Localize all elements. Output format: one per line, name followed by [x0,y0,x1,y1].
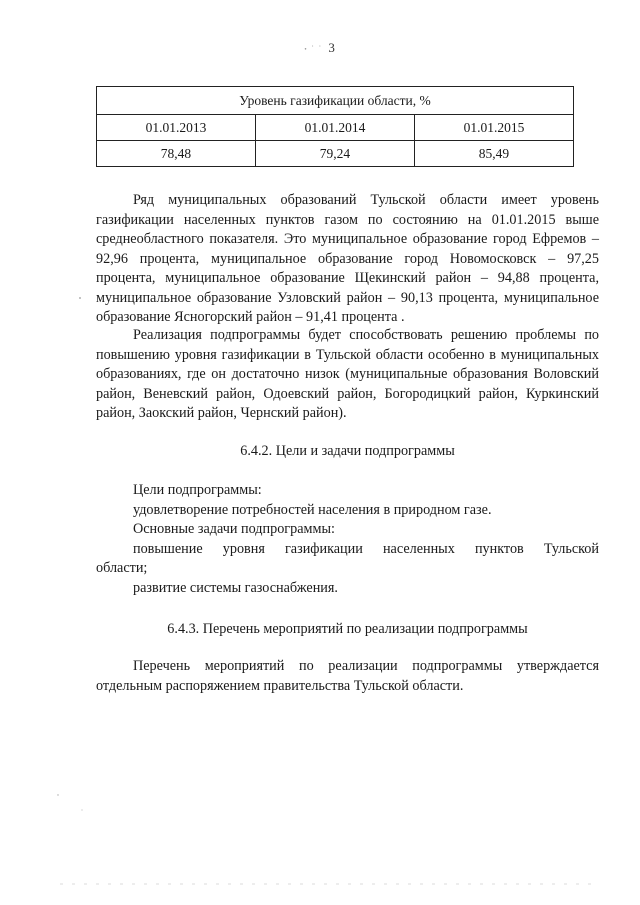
page-number: ꞏ ˙ ˙ 3 [304,40,336,55]
tasks-label: Основные задачи подпрограммы: [133,521,335,537]
task-item-1-continuation: области; [96,560,148,576]
section-heading-goals: 6.4.2. Цели и задачи подпрограммы [240,443,455,459]
paragraph-municipal-levels: Ряд муниципальных образований Тульской области имеет уровень газификации населенных пунктов газом по состоянию на 01.01.2015 выше среднеобластного показателя. Это муниципальное образование город Ефремов – 92,96 процента, муниципальное образование город Новомосковск – 97,25 процента, муниципальное образование Щекинский район – 94,88 процента, муниципальное образование Узловский район – 90,13 процента, муниципальное образование Ясногорский район – 91,41 процента . [96,192,599,325]
task-item-1: повышение уровня газификации населенных пунктов Тульской [133,540,599,557]
table-value-2013: 78,48 [97,141,256,167]
scan-speck: ꞏ ˙ ˙ [304,44,323,54]
goals-label: Цели подпрограммы: [133,482,262,498]
task-item-2: развитие системы газоснабжения. [133,579,338,596]
table-value-2014: 79,24 [255,141,414,167]
table-value-2015: 85,49 [414,141,573,167]
goal-item: удовлетворение потребностей населения в природном газе. [133,501,492,518]
table-date-2014: 01.01.2014 [255,115,414,141]
paragraph-measures-list: Перечень мероприятий по реализации подпрограммы утверждается отдельным распоряжением правительства Тульской области. [96,658,599,694]
table-date-2015: 01.01.2015 [414,115,573,141]
section-heading-measures: 6.4.3. Перечень мероприятий по реализации подпрограммы [167,621,528,637]
paragraph-subprogram-realization: Реализация подпрограммы будет способствовать решению проблемы по повышению уровня газификации в Тульской области особенно в муниципальных образованиях, где он достаточно низок (муниципальные образования Воловский район, Веневский район, Одоевский район, Богородицкий район, Куркинский район, Заокский район, Чернский район). [96,327,599,421]
table-caption: Уровень газификации области, % [97,87,574,115]
table-date-2013: 01.01.2013 [97,115,256,141]
goals-and-tasks-list [96,481,599,598]
gasification-table [96,86,574,167]
